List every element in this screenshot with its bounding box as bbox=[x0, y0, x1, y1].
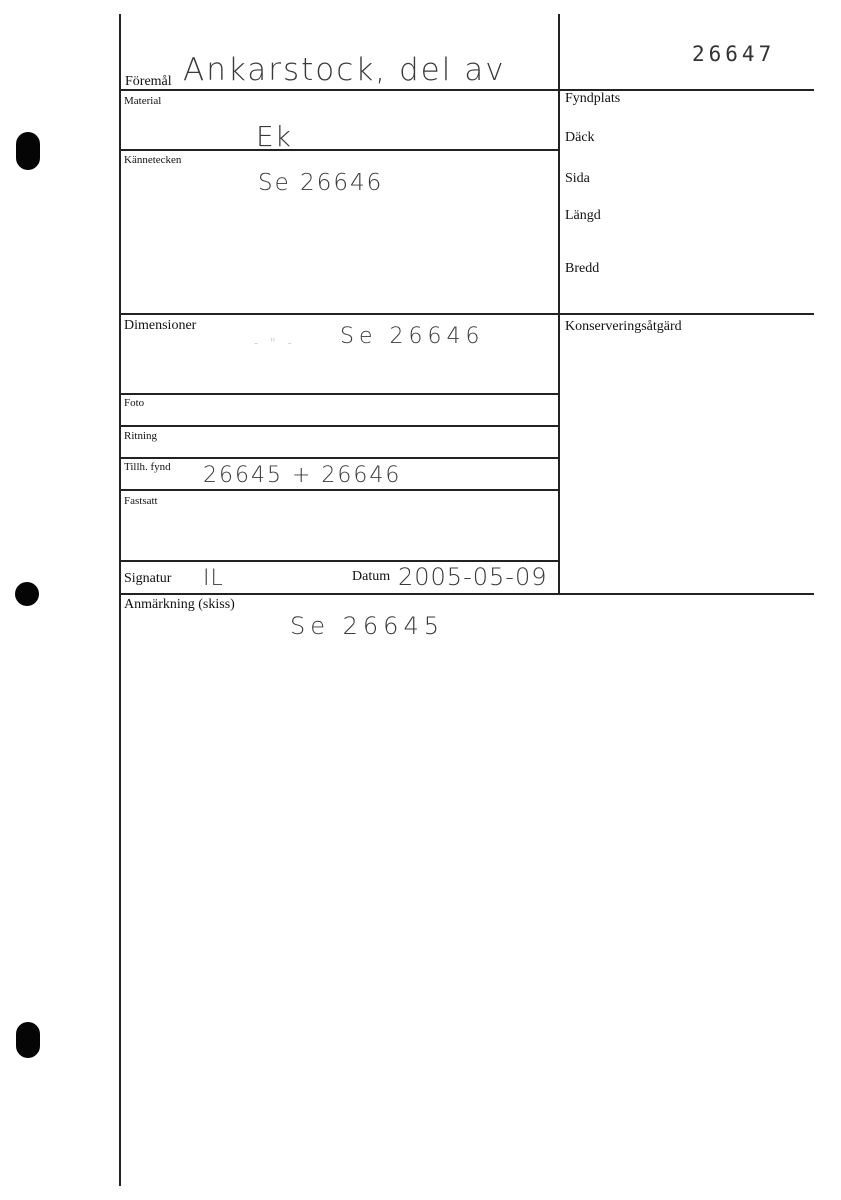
value-datum: 2005-05-09 bbox=[398, 563, 548, 591]
label-konservering: Konserveringsåtgärd bbox=[565, 319, 682, 334]
label-foto: Foto bbox=[124, 397, 145, 409]
label-foremal: Föremål bbox=[125, 74, 172, 89]
label-fastsatt: Fastsatt bbox=[124, 495, 158, 507]
rule-under-fastsatt bbox=[119, 560, 559, 562]
label-dimensioner: Dimensioner bbox=[124, 318, 197, 333]
punch-hole-top bbox=[16, 132, 40, 170]
label-kannetecken: Kännetecken bbox=[124, 154, 182, 166]
rule-under-dimensioner bbox=[119, 393, 559, 395]
punch-hole-middle bbox=[15, 582, 39, 606]
rule-under-tillh bbox=[119, 489, 559, 491]
label-ritning: Ritning bbox=[124, 430, 158, 442]
label-anmarkning: Anmärkning (skiss) bbox=[124, 597, 235, 612]
value-anmarkning: Se 26645 bbox=[290, 612, 444, 640]
value-dimensioner-prefix: - " - bbox=[254, 336, 296, 350]
label-bredd: Bredd bbox=[565, 261, 600, 276]
value-foremal: Ankarstock, del av bbox=[183, 52, 506, 88]
label-sida: Sida bbox=[565, 171, 590, 186]
punch-hole-bottom bbox=[16, 1022, 40, 1058]
value-material: Ek bbox=[256, 120, 292, 153]
rule-under-signatur bbox=[119, 593, 814, 595]
label-datum: Datum bbox=[352, 569, 391, 584]
label-fyndplats: Fyndplats bbox=[565, 91, 621, 106]
label-dack: Däck bbox=[565, 130, 595, 145]
value-kannetecken: Se 26646 bbox=[258, 170, 384, 196]
label-langd: Längd bbox=[565, 208, 601, 223]
left-border-line bbox=[119, 14, 121, 1186]
rule-under-foto bbox=[119, 425, 559, 427]
label-signatur: Signatur bbox=[124, 571, 172, 586]
label-material: Material bbox=[124, 95, 162, 107]
document-number: 26647 bbox=[692, 42, 776, 66]
rule-under-kannetecken bbox=[119, 313, 814, 315]
value-signatur: IL bbox=[203, 566, 224, 591]
label-tillh-fynd: Tillh. fynd bbox=[124, 461, 171, 473]
rule-under-ritning bbox=[119, 457, 559, 459]
rule-under-material bbox=[119, 149, 559, 151]
rule-under-foremal bbox=[119, 89, 814, 91]
center-divider-line bbox=[558, 14, 560, 593]
value-tillh-fynd: 26645 + 26646 bbox=[203, 463, 402, 488]
value-dimensioner: Se 26646 bbox=[340, 324, 485, 349]
